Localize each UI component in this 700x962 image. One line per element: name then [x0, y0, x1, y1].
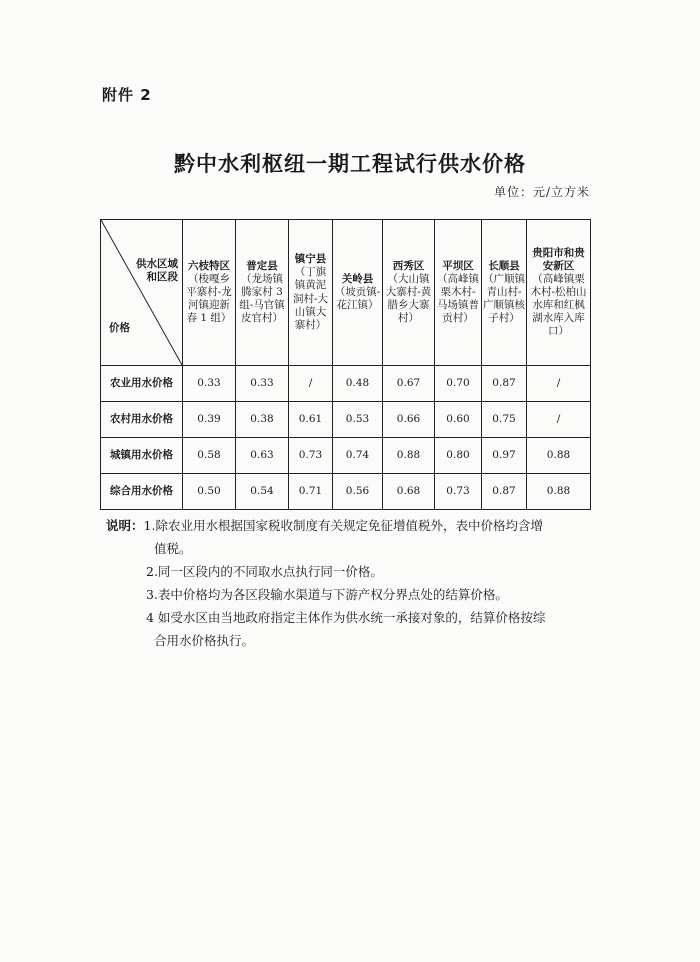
- table-corner-cell: [101, 220, 183, 366]
- column-name: 长顺县: [488, 259, 520, 272]
- attachment-label: 附件 2: [102, 86, 152, 104]
- column-header: [435, 220, 482, 366]
- column-name: 六枝特区: [188, 259, 230, 272]
- column-header: [383, 220, 435, 366]
- table-cell: 0.60: [435, 402, 482, 438]
- column-header: [183, 220, 236, 366]
- note-item: 2.同一区段内的不同取水点执行同一价格。: [146, 564, 383, 579]
- table-cell: 0.56: [333, 474, 383, 510]
- table-cell: 0.58: [183, 438, 236, 474]
- corner-bottom-label: 价格: [109, 321, 130, 334]
- column-sub: （龙场镇腾家村 3 组-马官镇皮官村）: [239, 272, 285, 325]
- price-table: [100, 219, 591, 510]
- table-row: [101, 438, 591, 474]
- table-cell: 0.73: [435, 474, 482, 510]
- table-cell: 0.67: [383, 366, 435, 402]
- note-item: 3.表中价格均为各区段输水渠道与下游产权分界点处的结算价格。: [146, 587, 508, 602]
- note-continuation: 合用水价格执行。: [154, 633, 255, 648]
- column-header: [333, 220, 383, 366]
- table-cell: 0.75: [482, 402, 527, 438]
- table-cell: 0.70: [435, 366, 482, 402]
- note-item: [106, 514, 606, 537]
- column-sub: （梭嘎乡平寨村-龙河镇迎新春 1 组）: [186, 272, 232, 325]
- table-cell: 0.66: [383, 402, 435, 438]
- column-name: 西秀区: [392, 259, 425, 272]
- note-text: 1.除农业用水根据国家税收制度有关规定免征增值税外，表中价格均含增: [143, 518, 543, 533]
- table-cell: 0.39: [183, 402, 236, 438]
- table-cell: 0.71: [289, 474, 333, 510]
- table-cell: 0.48: [333, 366, 383, 402]
- table-row: [101, 402, 591, 438]
- column-sub: （大山镇大寨村-黄腊乡大寨村）: [385, 272, 432, 325]
- column-name: 关岭县: [341, 272, 374, 285]
- diagonal-line: [101, 220, 182, 365]
- table-cell: 0.63: [236, 438, 289, 474]
- table-cell: 0.87: [482, 366, 527, 402]
- document-title: 黔中水利枢纽一期工程试行供水价格: [174, 151, 526, 176]
- table-cell: 0.61: [289, 402, 333, 438]
- column-sub: （坡贡镇-花江镇）: [334, 285, 381, 312]
- table-cell: 0.74: [333, 438, 383, 474]
- column-sub: （高峰镇栗木村-松柏山水库和红枫湖水库入库口）: [530, 272, 587, 338]
- column-header: [236, 220, 289, 366]
- column-sub: （高峰镇栗木村-马场镇普贡村）: [437, 272, 479, 325]
- notes-section: [106, 514, 606, 652]
- column-sub: （广顺镇青山村-广顺镇核子村）: [483, 272, 525, 325]
- table-cell: 0.38: [236, 402, 289, 438]
- column-sub: （丁旗镇黄泥洞村-大山镇大寨村）: [292, 266, 329, 331]
- table-cell: /: [289, 366, 333, 402]
- notes-lead: 说明：: [106, 518, 144, 533]
- table-cell: 0.97: [482, 438, 527, 474]
- column-name: 镇宁县: [294, 253, 327, 266]
- table-row: [101, 366, 591, 402]
- table-cell: 0.50: [183, 474, 236, 510]
- table-cell: 0.80: [435, 438, 482, 474]
- corner-top-label: 供水区域 和区段: [136, 258, 178, 284]
- unit-label: 单位：元/立方米: [493, 185, 590, 199]
- table-cell: 0.33: [183, 366, 236, 402]
- row-label: 农业用水价格: [101, 366, 183, 402]
- column-header: [289, 220, 333, 366]
- note-item: 4 如受水区由当地政府指定主体作为供水统一承接对象的，结算价格按综: [146, 610, 546, 625]
- table-cell: 0.73: [289, 438, 333, 474]
- column-header: [527, 220, 591, 366]
- table-header-row: [101, 220, 591, 366]
- table-cell: /: [527, 366, 591, 402]
- row-label: 农村用水价格: [101, 402, 183, 438]
- table-row: [101, 474, 591, 510]
- table-cell: 0.54: [236, 474, 289, 510]
- column-name: 平坝区: [442, 259, 474, 272]
- table-cell: /: [527, 402, 591, 438]
- table-cell: 0.88: [383, 438, 435, 474]
- table-cell: 0.33: [236, 366, 289, 402]
- row-label: 综合用水价格: [101, 474, 183, 510]
- table-cell: 0.87: [482, 474, 527, 510]
- table-cell: 0.88: [527, 474, 591, 510]
- table-cell: 0.53: [333, 402, 383, 438]
- table-cell: 0.88: [527, 438, 591, 474]
- column-name: 贵阳市和贵安新区: [532, 246, 585, 272]
- note-continuation: 值税。: [154, 541, 192, 556]
- column-header: [482, 220, 527, 366]
- column-name: 普定县: [246, 259, 278, 272]
- table-cell: 0.68: [383, 474, 435, 510]
- row-label: 城镇用水价格: [101, 438, 183, 474]
